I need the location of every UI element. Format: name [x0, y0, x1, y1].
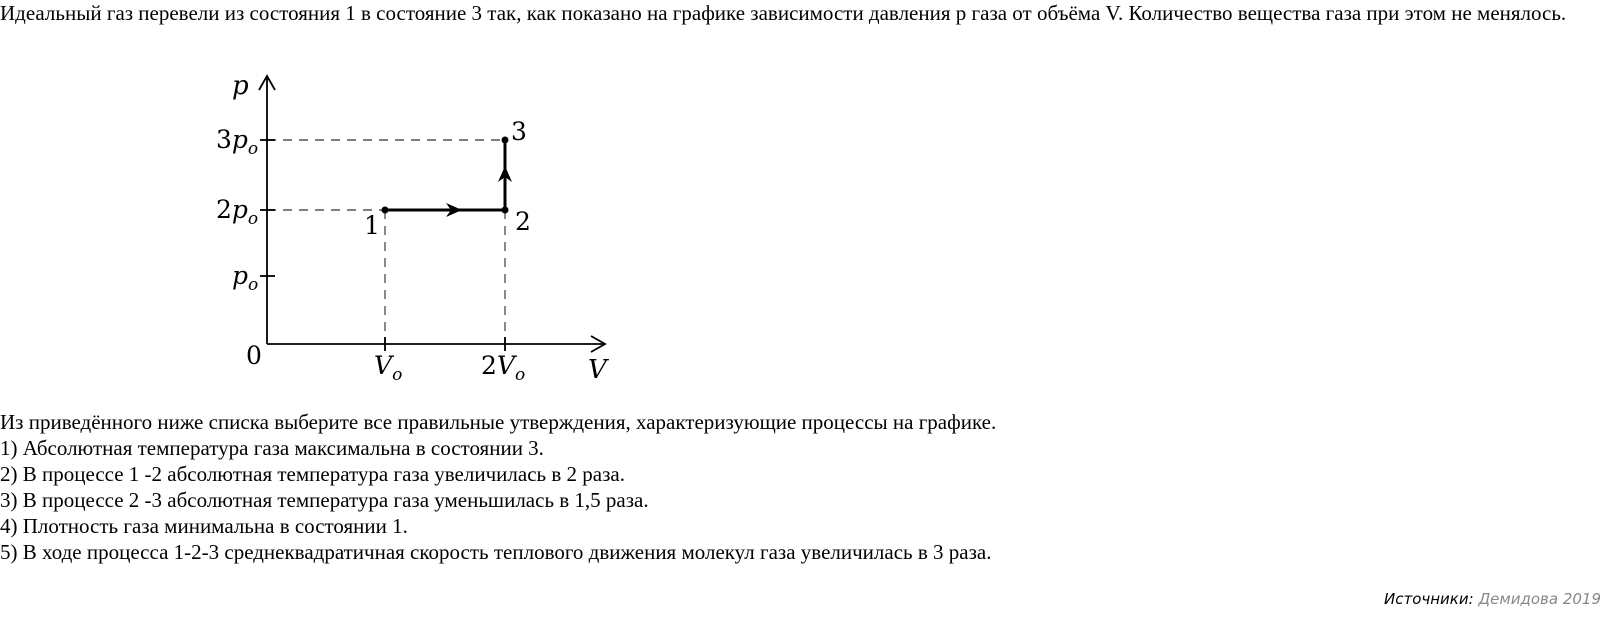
state-point-3 — [502, 137, 509, 144]
problem-intro: Идеальный газ перевели из состояния 1 в состояние 3 так, как показано на графике зависимости давления p газа от объёма V. Количество вещества газа при этом не менялось. — [0, 1, 1567, 25]
point-label-3: 3 — [511, 117, 527, 146]
x-tick-v0: $V_o$ — [374, 351, 403, 385]
point-label-2: 2 — [515, 207, 531, 236]
process-path — [385, 140, 505, 210]
option-item: 3) В процессе 2 -3 абсолютная температура газа уменьшилась в 1,5 раза. — [0, 488, 649, 512]
question-text: Из приведённого ниже списка выберите все правильные утверждения, характеризующие процессы на графике. — [0, 410, 997, 434]
source-attribution — [1384, 589, 1601, 609]
answer-options — [0, 435, 991, 565]
axes — [259, 76, 605, 352]
state-point-1 — [382, 207, 389, 214]
state-point-2 — [502, 207, 509, 214]
point-label-1: 1 — [364, 211, 380, 240]
option-item: 5) В ходе процесса 1-2-3 среднеквадратичная скорость теплового движения молекул газа увеличилась в 3 раза. — [0, 540, 992, 564]
option-item: 1) Абсолютная температура газа максимальна в состоянии 3. — [0, 436, 544, 460]
y-tick-2p0: $2p_o$ — [216, 195, 259, 229]
option-item: 4) Плотность газа минимальна в состоянии 1. — [0, 514, 408, 538]
y-tick-3p0: $3p_o$ — [216, 125, 259, 159]
source-link[interactable]: Демидова 2019 — [1478, 590, 1601, 608]
source-label: Источники: — [1384, 590, 1474, 608]
x-tick-2v0: $2V_o$ — [481, 351, 526, 385]
origin-label: 0 — [246, 341, 262, 370]
y-axis-label: p — [232, 71, 249, 101]
x-axis-label: V — [588, 355, 607, 385]
pv-diagram — [200, 60, 620, 390]
guide-lines — [267, 140, 505, 344]
y-tick-p0: $p_o$ — [232, 261, 259, 295]
option-item: 2) В процессе 1 -2 абсолютная температура газа увеличилась в 2 раза. — [0, 462, 625, 486]
